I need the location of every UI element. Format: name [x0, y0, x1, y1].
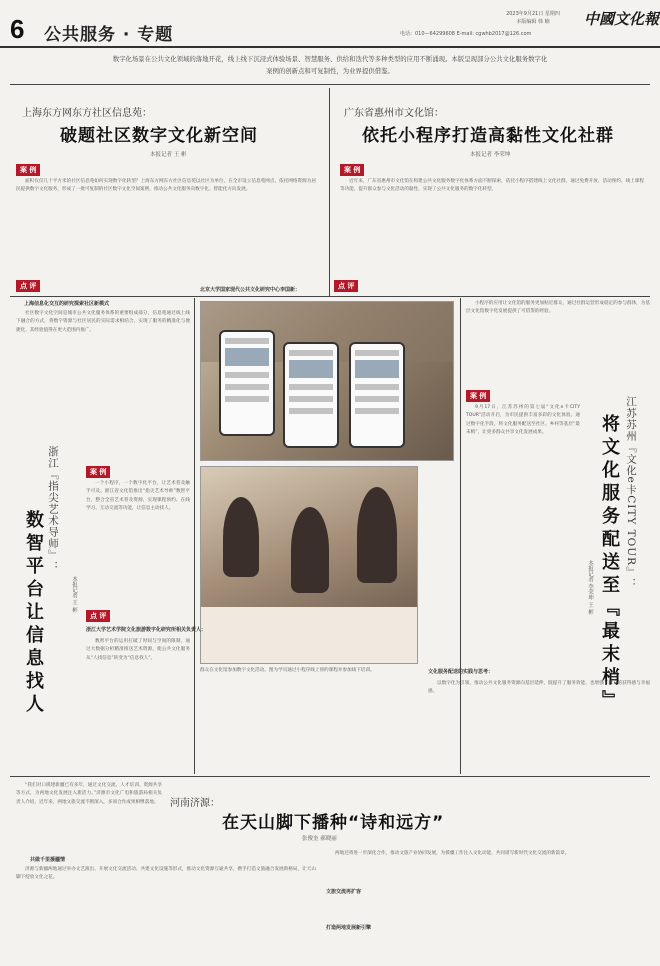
shanghai-case-tag: 案 例	[16, 164, 40, 176]
shanghai-case-text: 面积仅仅几十平方米的社区信息苑如何实现数字化转型？上海东方网东方社区信息苑以社区为单位，在全市设立信息苑网点，依托网络资源为居民提供数字文化服务，形成了一批可复制的社区数字文化空间案例，推动公共文化服务向数字化、智能化方向发展。	[16, 179, 316, 193]
phone-screen-2	[283, 342, 339, 448]
masthead-date: 2023年9月21日 星期四	[506, 11, 560, 17]
suzhou-kicker: 江苏苏州『文化e卡CITY TOUR』：	[625, 396, 637, 590]
suzhou-byline: 本报记者 李荣坤 王 彬	[587, 560, 593, 615]
huizhou-case-tag: 案 例	[340, 164, 364, 176]
page-number: 6	[10, 14, 25, 44]
suzhou-case-text: 9月17日，江苏苏州的第七届“文化e卡CITY TOUR”活动开启，为市民提供丰富多彩的文化体验。通过数字化手段，将文化服务配送至社区、乡村等基层“最末梢”，让更多群众共享文化发展成果。	[466, 405, 580, 436]
photo-person-3	[357, 487, 397, 583]
photo-person-1	[223, 497, 259, 577]
shanghai-kicker: 上海东方网东方社区信息苑：	[22, 108, 152, 119]
photo-table	[201, 607, 418, 664]
divider-center-vertical	[329, 88, 330, 296]
photo-person-2	[291, 507, 329, 593]
huizhou-case-text: 近年来，广东省惠州市文化馆在构建公共文化服务数字化体系方面不断探索，依托小程序搭建线上文化社群，通过免费开放、活动预约、线上课程等功能，提升群众参与文化活动的黏性，实现了公共文化服务的数字化转型。	[340, 179, 644, 193]
newspaper-logo: 中國文化報	[584, 10, 660, 28]
divider-top	[10, 84, 650, 85]
shanghai-comment-tag: 点 评	[16, 280, 40, 292]
suzhou-headline: 将文化服务配送至『最末梢』	[599, 414, 620, 713]
huizhou-headline: 依托小程序打造高黏性文化社群	[362, 126, 614, 146]
huizhou-comment-subhead: 北京大学国家现代公共文化研究中心李国新：	[200, 287, 301, 293]
masthead	[0, 0, 660, 48]
zhejiang-byline: 本报记者 王 彬	[71, 576, 77, 613]
jiyuan-subhead-3: 打造两地发展新引擎	[326, 925, 372, 931]
masthead-date-block	[488, 10, 578, 26]
zhejiang-comment-tag: 点 评	[86, 610, 110, 622]
phone-screen-1	[219, 330, 275, 436]
suzhou-case-tag: 案 例	[466, 390, 490, 402]
photo-caption: 群众在文化馆参加数字文化活动。图为学员通过小程序线上预约课程并参加线下培训。	[200, 668, 375, 673]
section-title: 公共服务 · 专题	[44, 25, 174, 45]
shanghai-byline: 本报记者 王 彬	[150, 152, 187, 158]
divider-bottom-horizontal	[10, 776, 650, 777]
zhejiang-headline: 数智平台让信息找人	[23, 510, 44, 717]
huizhou-comment-text: 小程序的应用让文化馆的服务更加贴近群众，通过社群运营形成稳定的参与群体，为基层文化馆数字化发展提供了可借鉴的经验。	[466, 301, 650, 315]
jiyuan-byline: 张俊奎 郝晓丽	[302, 836, 337, 842]
huizhou-comment-tag: 点 评	[334, 280, 358, 292]
zhejiang-case-tag: 案 例	[86, 466, 110, 478]
zhejiang-comment-subhead: 浙江大学艺术学院文化旅游数字化研究所相关负责人：	[86, 627, 207, 633]
zhejiang-kicker: 浙江『指尖艺术导师』：	[47, 446, 59, 573]
huizhou-byline: 本报记者 李荣坤	[470, 152, 511, 158]
jiyuan-kicker: 河南济源：	[170, 798, 220, 809]
jiyuan-subhead-1: 共做千里援疆情	[30, 857, 66, 863]
shanghai-comment-subhead: 上海信息化交互的研究探索社区新模式	[24, 301, 110, 307]
page-intro: 数字化场景在公共文化领域的落地开花，线上线下沉浸式体验场景、智慧服务、供给和迭代等多种类型的应用不断涌现。本版呈现部分公共文化服务数字化案例的创新点和可复制性，为业界提供借鉴。	[112, 55, 548, 75]
jiyuan-text-3: 两地还将进一步深化合作，推动文旅产业协同发展，为援疆工作注入文化动能，共同谱写新时代文化交流的新篇章。	[335, 851, 570, 856]
zhejiang-case-text: 一个小程序，一个数字化平台，让艺术普及触手可及。浙江省文化馆推出“指尖艺术导师”数智平台，整合全省艺术普及资源，实现课程预约、在线学习、互动交流等功能，让信息主动找人。	[86, 481, 190, 512]
zhejiang-comment-text: 数智平台的运用打破了时间与空间的限制，通过大数据分析精准推送艺术资源，使公共文化服务从“人找信息”转变为“信息找人”。	[86, 639, 190, 661]
workshop-photo	[200, 466, 418, 664]
masthead-editor: 本版编辑 韩 楠	[516, 19, 550, 25]
shanghai-headline: 破题社区数字文化新空间	[60, 126, 258, 146]
divider-mid-horizontal	[10, 296, 650, 297]
masthead-contact: 电话：010—64299608 E-mail: cgwhb2017@126.com	[400, 31, 532, 37]
jiyuan-text-1: “我们对口援建新疆已有多年，通过文化交流、人才培训、资源共享等方式，为两地文化发展注入新活力。”济源市文化广电和旅游局相关负责人介绍，近年来，两地文旅交流不断深入，多项合作成果相继落地。	[16, 783, 162, 805]
huizhou-kicker: 广东省惠州市文化馆：	[344, 108, 444, 119]
suzhou-comment-text: 以数字化为引领，推动公共文化服务资源向基层延伸，既提升了服务效能，也增强了群众的获得感与幸福感。	[428, 681, 650, 695]
shanghai-comment-text: 社区数字文化空间是城市公共文化服务体系的重要组成部分，信息苑通过线上线下融合的方式，将数字资源与社区居民的实际需求相结合，实现了服务的精准化与便捷化，其经验值得在更大范围内推广。	[16, 311, 190, 333]
jiyuan-headline: 在天山脚下播种“诗和远方”	[222, 813, 445, 833]
jiyuan-subhead-2: 文旅交流再扩容	[326, 889, 362, 895]
jiyuan-text-2: 济源与新疆两地通过举办文艺演出、开展文化交流活动、共建文化设施等形式，推动文化资源互通共享，携手打造文旅融合发展新格局，让天山脚下绽放文化之花。	[16, 867, 316, 881]
miniprogram-photo	[200, 301, 454, 461]
suzhou-comment-subhead: 文化服务配送的实践与思考：	[428, 669, 494, 675]
phone-screen-3	[349, 342, 405, 448]
divider-left-vertical	[194, 298, 195, 774]
